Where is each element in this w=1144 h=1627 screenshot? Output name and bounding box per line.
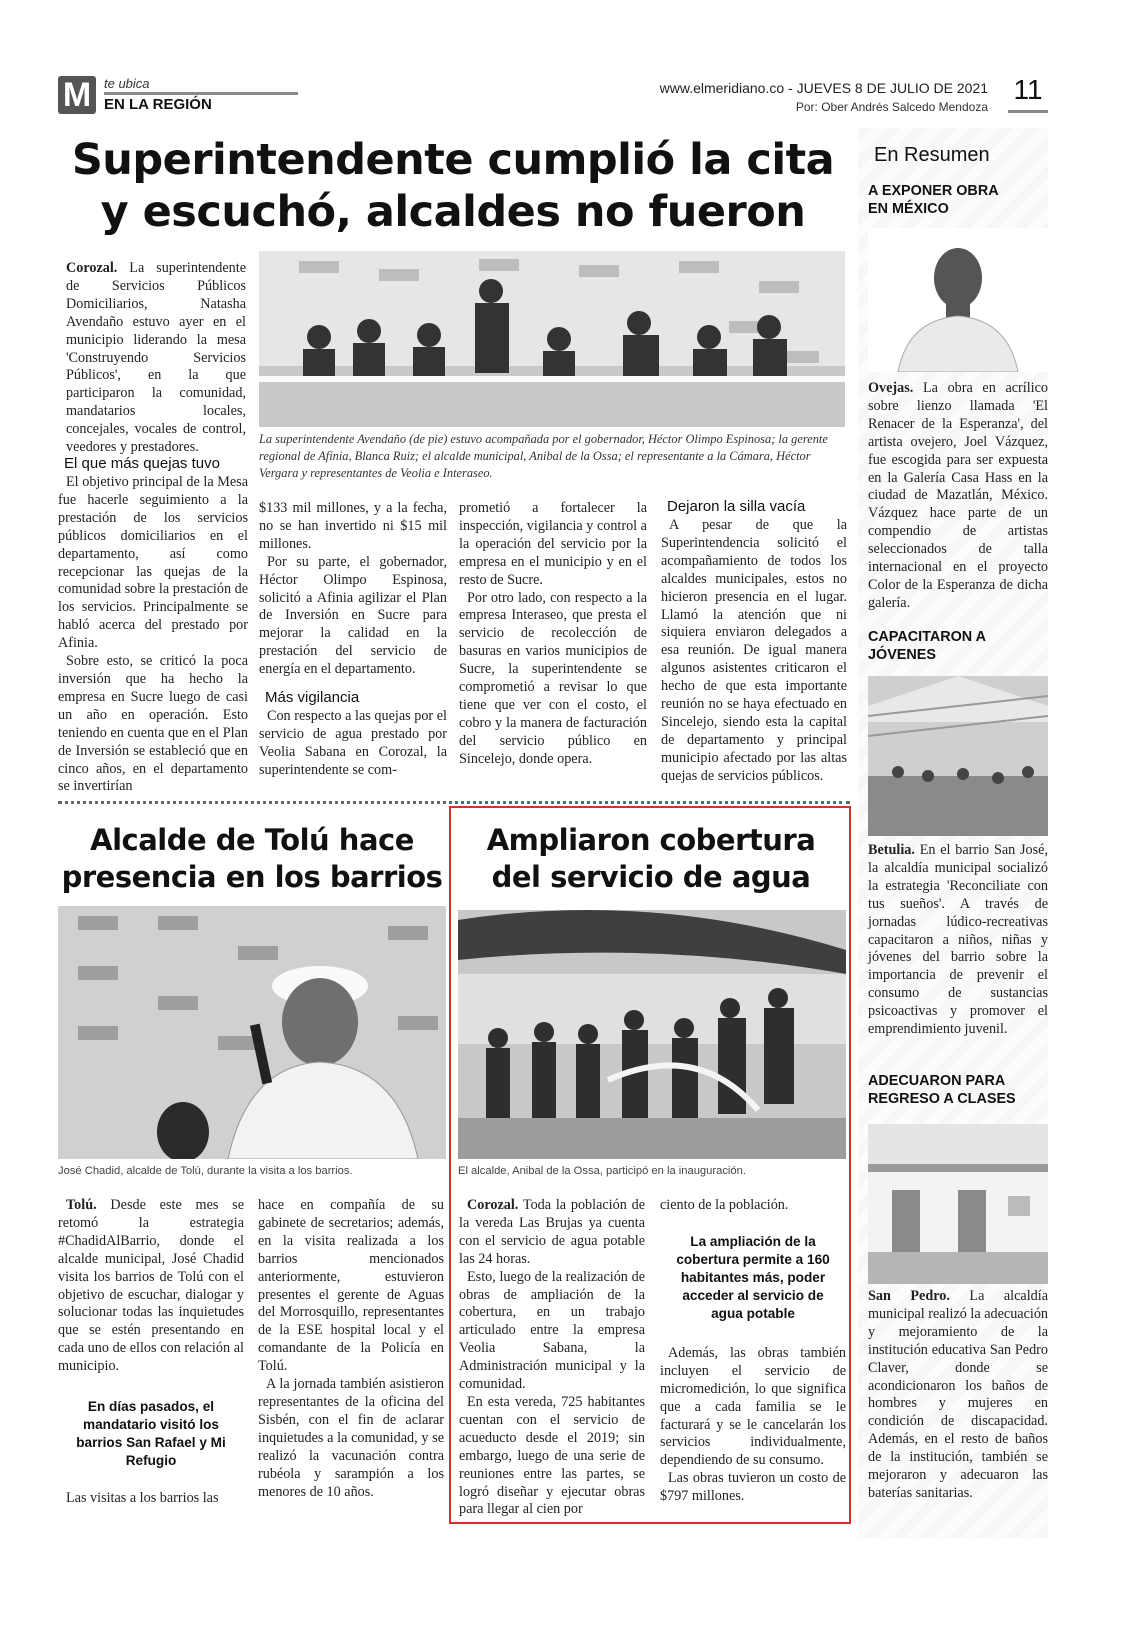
main-headline-line1: Superintendente cumplió la cita	[71, 135, 835, 185]
tolu-photo-illustration	[58, 906, 446, 1159]
water-photo	[458, 910, 846, 1159]
portrait-illustration	[868, 228, 1048, 372]
sidebar-item1-body: La obra en acrílico sobre lienzo llamada 'El Renacer de la Esperanza', del artista ovejero, Joel Vázquez, fue escogida para ser expuesta en la Galería Casa Hass en la ciudad de Mazatlán, México. Vázquez hace parte de un compendio de artistas seleccionados de talla internacional en el proyecto Color de la Esperanza de dicha galería.	[868, 380, 1048, 611]
main-intro	[66, 260, 246, 457]
sidebar-item1-place: Ovejas.	[868, 380, 914, 396]
tolu-headline	[58, 822, 446, 896]
meeting-photo-illustration	[259, 251, 845, 427]
subhead-silla: Dejaron la silla vacía	[667, 498, 806, 515]
sidebar-item3-head: ADECUARON PARA REGRESO A CLASES	[868, 1073, 1016, 1107]
water-col-2	[660, 1197, 846, 1506]
main-col-2	[259, 500, 447, 780]
main-col3-p2: Por otro lado, con respecto a la empresa Interaseo, que presta el servicio de recolección de basuras en varios municipios de Sucre, la superintendente se comprometió a revisar lo que tiene que ver con el costo, el cobro y la manera de facturación del servicio público en Sincelejo, donde opera.	[459, 589, 647, 767]
sidebar-item2-head: CAPACITARON A JÓVENES	[868, 629, 986, 663]
water-col1-p2: Esto, luego de la realización de obras de ampliación de la cobertura, en un trabajo articulado entre la empresa Veolia Sabana, la Administración municipal y la comunidad.	[459, 1268, 645, 1393]
sidebar-title: En Resumen	[874, 144, 990, 166]
tolu-place: Tolú.	[66, 1197, 97, 1213]
tolu-headline-line2: presencia en los barrios	[61, 860, 443, 894]
water-col2-p2: Además, las obras también incluyen el servicio de micromedición, lo que significa que a cada familia se le facturará y se le cancelarán los servicios individualmente, dependiendo de su consumo.	[660, 1344, 846, 1469]
water-headline	[456, 822, 846, 896]
logo: M	[58, 76, 96, 114]
main-photo-caption: La superintendente Avendaño (de pie) estuvo acompañada por el gobernador, Héctor Olimpo Espinosa; la gerente regional de Afinia, Blanca Ruiz; el alcalde municipal, Anibal de la Ossa; el representante a la Cámara, Héctor Vergara y representantes de Veolia e Interaseo.	[259, 432, 828, 480]
main-col-3	[459, 500, 647, 769]
sidebar-photo-school	[868, 1124, 1048, 1284]
main-photo	[259, 251, 845, 427]
sidebar-item1-text	[868, 380, 1048, 613]
sidebar-photo-portrait	[868, 228, 1048, 372]
sidebar-item3-place: San Pedro.	[868, 1288, 950, 1304]
sidebar-item2-body: En el barrio San José, la alcaldía municipal socializó la estrategia 'Reconciliate con tus sueños'. A través de jornadas lúdico-recreativas capacitaron a niños, niñas y jóvenes del barrio sobre la importancia de prevenir el consumo de sustancias psicoactivas y promover el emprendimiento juvenil.	[868, 842, 1048, 1038]
tolu-col-2	[258, 1197, 444, 1501]
tolu-col1-p1-text: Desde este mes se retomó la estrategia #ChadidAlBarrio, donde el alcalde municipal, José Chadid visita los barrios de Tolú con el objetivo de escuchar, dialogar y solucionar todas las inquietudes que se estén presentando en cada uno de ellos con relación al municipio.	[58, 1197, 244, 1375]
tolu-photo	[58, 906, 446, 1159]
tolu-col2-p2: A la jornada también asistieron representantes de la oficina del Sisbén, con el fin de aclarar inquietudes a la comunidad, y se realizó la vacunación contra rubéola y sarampión a los menores de 10 años.	[258, 1376, 444, 1500]
page-number-rule	[1008, 110, 1048, 113]
page-number: 11	[1013, 74, 1043, 105]
water-col1-p1-text: Toda la población de la vereda Las Brujas ya cuenta con el servicio de agua potable las 24 horas.	[459, 1197, 645, 1267]
sidebar-item3-body: La alcaldía municipal realizó la adecuación y mejoramiento de la institución educativa San Pedro Claver, donde se acondicionaron los baños de hombres y mujeres en condición de discapacidad. Además, en el resto de baños de la institución, también se mejoraron y adecuaron las baterías sanitarias.	[868, 1288, 1049, 1501]
sidebar-item1-head: A EXPONER OBRA EN MÉXICO	[868, 183, 999, 217]
main-col2-p3: Con respecto a las quejas por el servicio de agua prestado por Veolia Sabana en Corozal, la superintendente se com-	[259, 708, 447, 778]
tolu-pull-quote: En días pasados, el mandatario visitó los barrios San Rafael y Mi Refugio	[76, 1399, 226, 1469]
tolu-photo-caption: José Chadid, alcalde de Tolú, durante la visita a los barrios.	[58, 1165, 353, 1177]
water-photo-caption: El alcalde, Anibal de la Ossa, participó en la inauguración.	[458, 1165, 746, 1177]
water-place: Corozal.	[467, 1197, 519, 1213]
water-col1-p3: En esta vereda, 725 habitantes cuentan con el servicio de acueducto desde el 2019; sin embargo, luego de una serie de reuniones entre las partes, se logró diseñar y ejecutar obras para llegar al cien por	[459, 1393, 645, 1518]
byline: Por: Ober Andrés Salcedo Mendoza	[795, 100, 988, 114]
main-col1-p2: Sobre esto, se criticó la poca inversión que ha hecho la empresa en Sucre luego de casi un año en operación. Esto teniendo en cuenta que en el Plan de Inversión se estableció que en cinco años, en el departamento se invertirían	[58, 653, 248, 795]
main-headline-line2: y escuchó, alcaldes no fueron	[100, 187, 806, 237]
main-intro-place: Corozal.	[66, 260, 118, 276]
sidebar-photo-youth	[868, 676, 1048, 836]
section-divider	[58, 801, 850, 804]
tolu-col1-p1	[58, 1197, 244, 1376]
main-col-1	[58, 449, 248, 796]
subhead-quejas: El que más quejas tuvo	[64, 455, 220, 472]
sidebar-item2-text	[868, 842, 1048, 1039]
section-small: te ubica	[104, 76, 150, 91]
main-col4-p1: A pesar de que la Superintendencia solicitó el acompañamiento de todos los alcaldes municipales, estos no hicieron presencia en el lugar. Llamó la atención que ni siquiera enviaron delegados a esa reunión. De igual manera algunos asistentes criticaron el hecho de que esta importante reunión no se haya efectuado en Sincelejo, siendo esta la capital de departamento y principal municipio afectado por las altas quejas de servicios públicos.	[661, 517, 847, 784]
tolu-col2-p1: hace en compañía de su gabinete de secretarios; además, en la visita realizada a los barrios mencionados anteriormente, estuvieron presentes el gerente de Aguas del Morrosquillo, representantes de la ESE hospital local y el comandante de la Policía en Tolú.	[258, 1197, 444, 1375]
water-headline-line1: Ampliaron cobertura	[486, 823, 816, 857]
tolu-col1-p2: Las visitas a los barrios las	[66, 1490, 219, 1507]
tolu-col-1	[58, 1197, 244, 1508]
water-col1-p1	[459, 1197, 645, 1269]
water-col-1	[459, 1197, 645, 1519]
sidebar	[858, 128, 1048, 1538]
main-headline	[58, 134, 848, 238]
water-col2-p3: Las obras tuvieron un costo de $797 millones.	[660, 1470, 846, 1505]
section-rule	[104, 92, 298, 95]
tolu-headline-line1: Alcalde de Tolú hace	[90, 823, 414, 857]
masthead	[58, 76, 1048, 116]
main-col2-p2: Por su parte, el gobernador, Héctor Olimpo Espinosa, solicitó a Afinia agilizar el Plan de Inversión en Sucre para mejorar la calidad en la prestación del servicio de energía en el departamento.	[259, 553, 447, 678]
sidebar-item2-place: Betulia.	[868, 842, 915, 858]
water-pull-quote: La ampliación de la cobertura permite a 160 habitantes más, poder acceder al servicio de agua potable	[676, 1233, 830, 1321]
main-col2-p1: $133 mil millones, y a la fecha, no se han invertido ni $15 mil millones.	[259, 500, 447, 552]
site-date: www.elmeridiano.co - JUEVES 8 DE JULIO DE 2021	[659, 80, 988, 96]
main-intro-text: La superintendente de Servicios Públicos Domiciliarios, Natasha Avendaño estuvo ayer en el municipio liderando la mesa 'Construyendo Servicios Públicos', en la que participaron la comunidad, mandatarios locales, concejales, vocales de control, veedores y prestadores.	[66, 260, 246, 456]
section-title: EN LA REGIÓN	[104, 96, 212, 113]
main-col3-p1: prometió a fortalecer la inspección, vigilancia y control a la operación del servicio por la empresa en el municipio y en el resto de Sucre.	[459, 500, 647, 588]
water-headline-line2: del servicio de agua	[491, 860, 811, 894]
main-col-4	[661, 498, 847, 786]
water-col2-p1: ciento de la población.	[660, 1197, 789, 1213]
youth-event-illustration	[868, 676, 1048, 836]
school-illustration	[868, 1124, 1048, 1284]
main-col1-p1: El objetivo principal de la Mesa fue hacerle seguimiento a la prestación de los servicios públicos domiciliarios en el departamento, así como recepcionar las quejas de la comunidad sobre la prestación de los servicios. Principalmente se habló acerca del prestado por Afinia.	[58, 474, 248, 652]
water-photo-illustration	[458, 910, 846, 1159]
subhead-vigilancia: Más vigilancia	[265, 689, 360, 707]
sidebar-item3-text	[868, 1288, 1048, 1503]
